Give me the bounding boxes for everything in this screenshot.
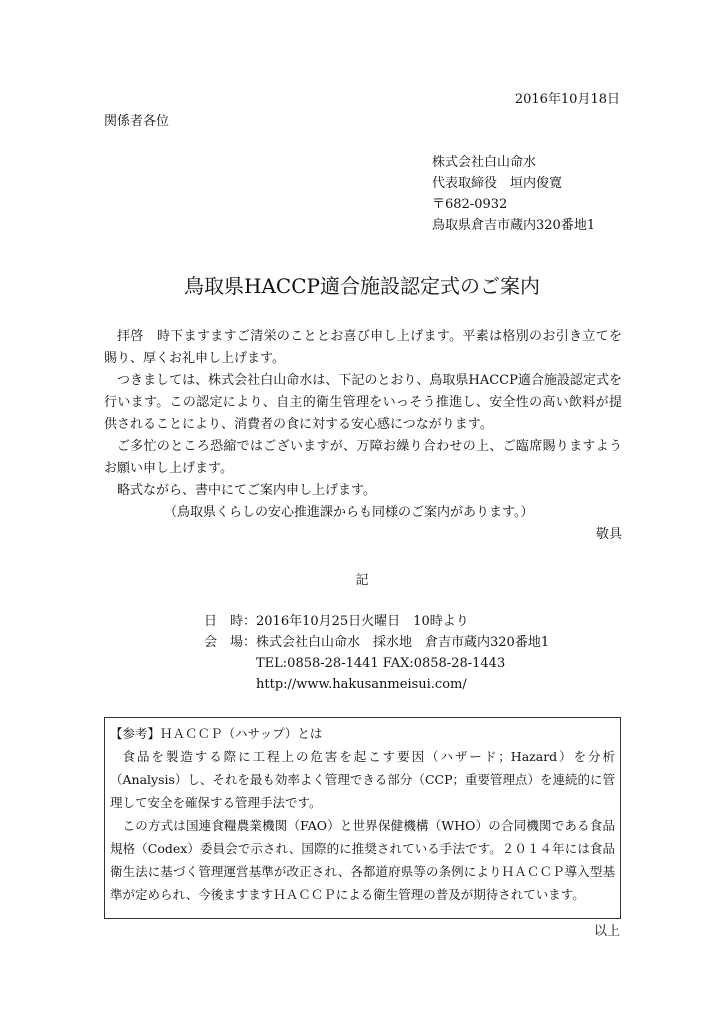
reference-paragraph-2: この方式は国連食糧農業機関（FAO）と世界保健機構（WHO）の合同機関である食品規格（Codex）委員会で示され、国際的に推奨されている手法です。２０１４年には食品衛生法に基づく管理運営基準が改正され、各都道府県等の条例によりＨＡＣＣＰ導入型基準が定められ、今後ますますＨＡＣＣＰによる衛生管理の普及が期待されています。 (110, 818, 615, 902)
paragraph-greeting: 拝啓 時下ますますご清栄のこととお喜び申し上げます。平素は格別のお引き立てを賜り、厚くお礼申し上げます。 (104, 329, 622, 366)
closing-ijo: 以上 (593, 924, 620, 939)
reference-heading: 【参考】ＨＡＣＣＰ（ハサップ）とは (110, 726, 323, 741)
website-url[interactable]: http://www.hakusanmeisui.com/ (256, 677, 467, 692)
paragraph-announcement: つきましては、株式会社白山命水は、下記のとおり、鳥取県HACCP適合施設認定式を行います。この認定により、自主的衛生管理をいっそう推進し、安全性の高い飲料が提供されることにより、消費者の食に対する安心感につながります。 (104, 373, 622, 432)
sender-address: 鳥取県倉吉市蔵内320番地1 (432, 218, 596, 233)
datetime-row (204, 611, 549, 632)
paragraph-brief: 略式ながら、書中にてご案内申し上げます。 (117, 483, 376, 498)
ki-mark: 記 (355, 573, 369, 588)
paragraph-note: （鳥取県くらしの安心推進課からも同様のご案内があります。） (164, 505, 534, 520)
paragraph-request: ご多忙のところ恐縮ではございますが、万障お繰り合わせの上、ご臨席賜りますようお願い申し上げます。 (104, 439, 622, 476)
closing-keigu: 敬具 (595, 527, 622, 542)
sender-postal-code: 〒682-0932 (432, 197, 508, 212)
venue-label: 会 場： (204, 635, 257, 650)
event-details (204, 611, 549, 695)
haccp-reference-box (104, 717, 621, 919)
contact-line: TEL:0858-28-1441 FAX:0858-28-1443 (256, 656, 506, 671)
datetime-value: 2016年10月25日火曜日 10時より (256, 614, 469, 629)
sender-company: 株式会社白山命水 (432, 155, 537, 170)
venue-row (204, 632, 549, 653)
sender-representative: 代表取締役 垣内俊寛 (432, 176, 563, 191)
datetime-label: 日 時： (204, 614, 257, 629)
venue-value: 株式会社白山命水 採水地 倉吉市蔵内320番地1 (256, 635, 550, 650)
letter-body (104, 326, 622, 546)
reference-paragraph-1: 食品を製造する際に工程上の危害を起こす要因（ハザード；Hazard）を分析（Analysis）し、それを最も効率よく管理できる部分（CCP；重要管理点）を連続的に管理して安全を確保する管理手法です。 (110, 749, 615, 810)
document-date: 2016年10月18日 (514, 92, 620, 107)
addressee: 関係者各位 (104, 114, 170, 129)
document-title: 鳥取県HACCP適合施設認定式のご案内 (184, 274, 540, 298)
sender-block (432, 152, 595, 236)
